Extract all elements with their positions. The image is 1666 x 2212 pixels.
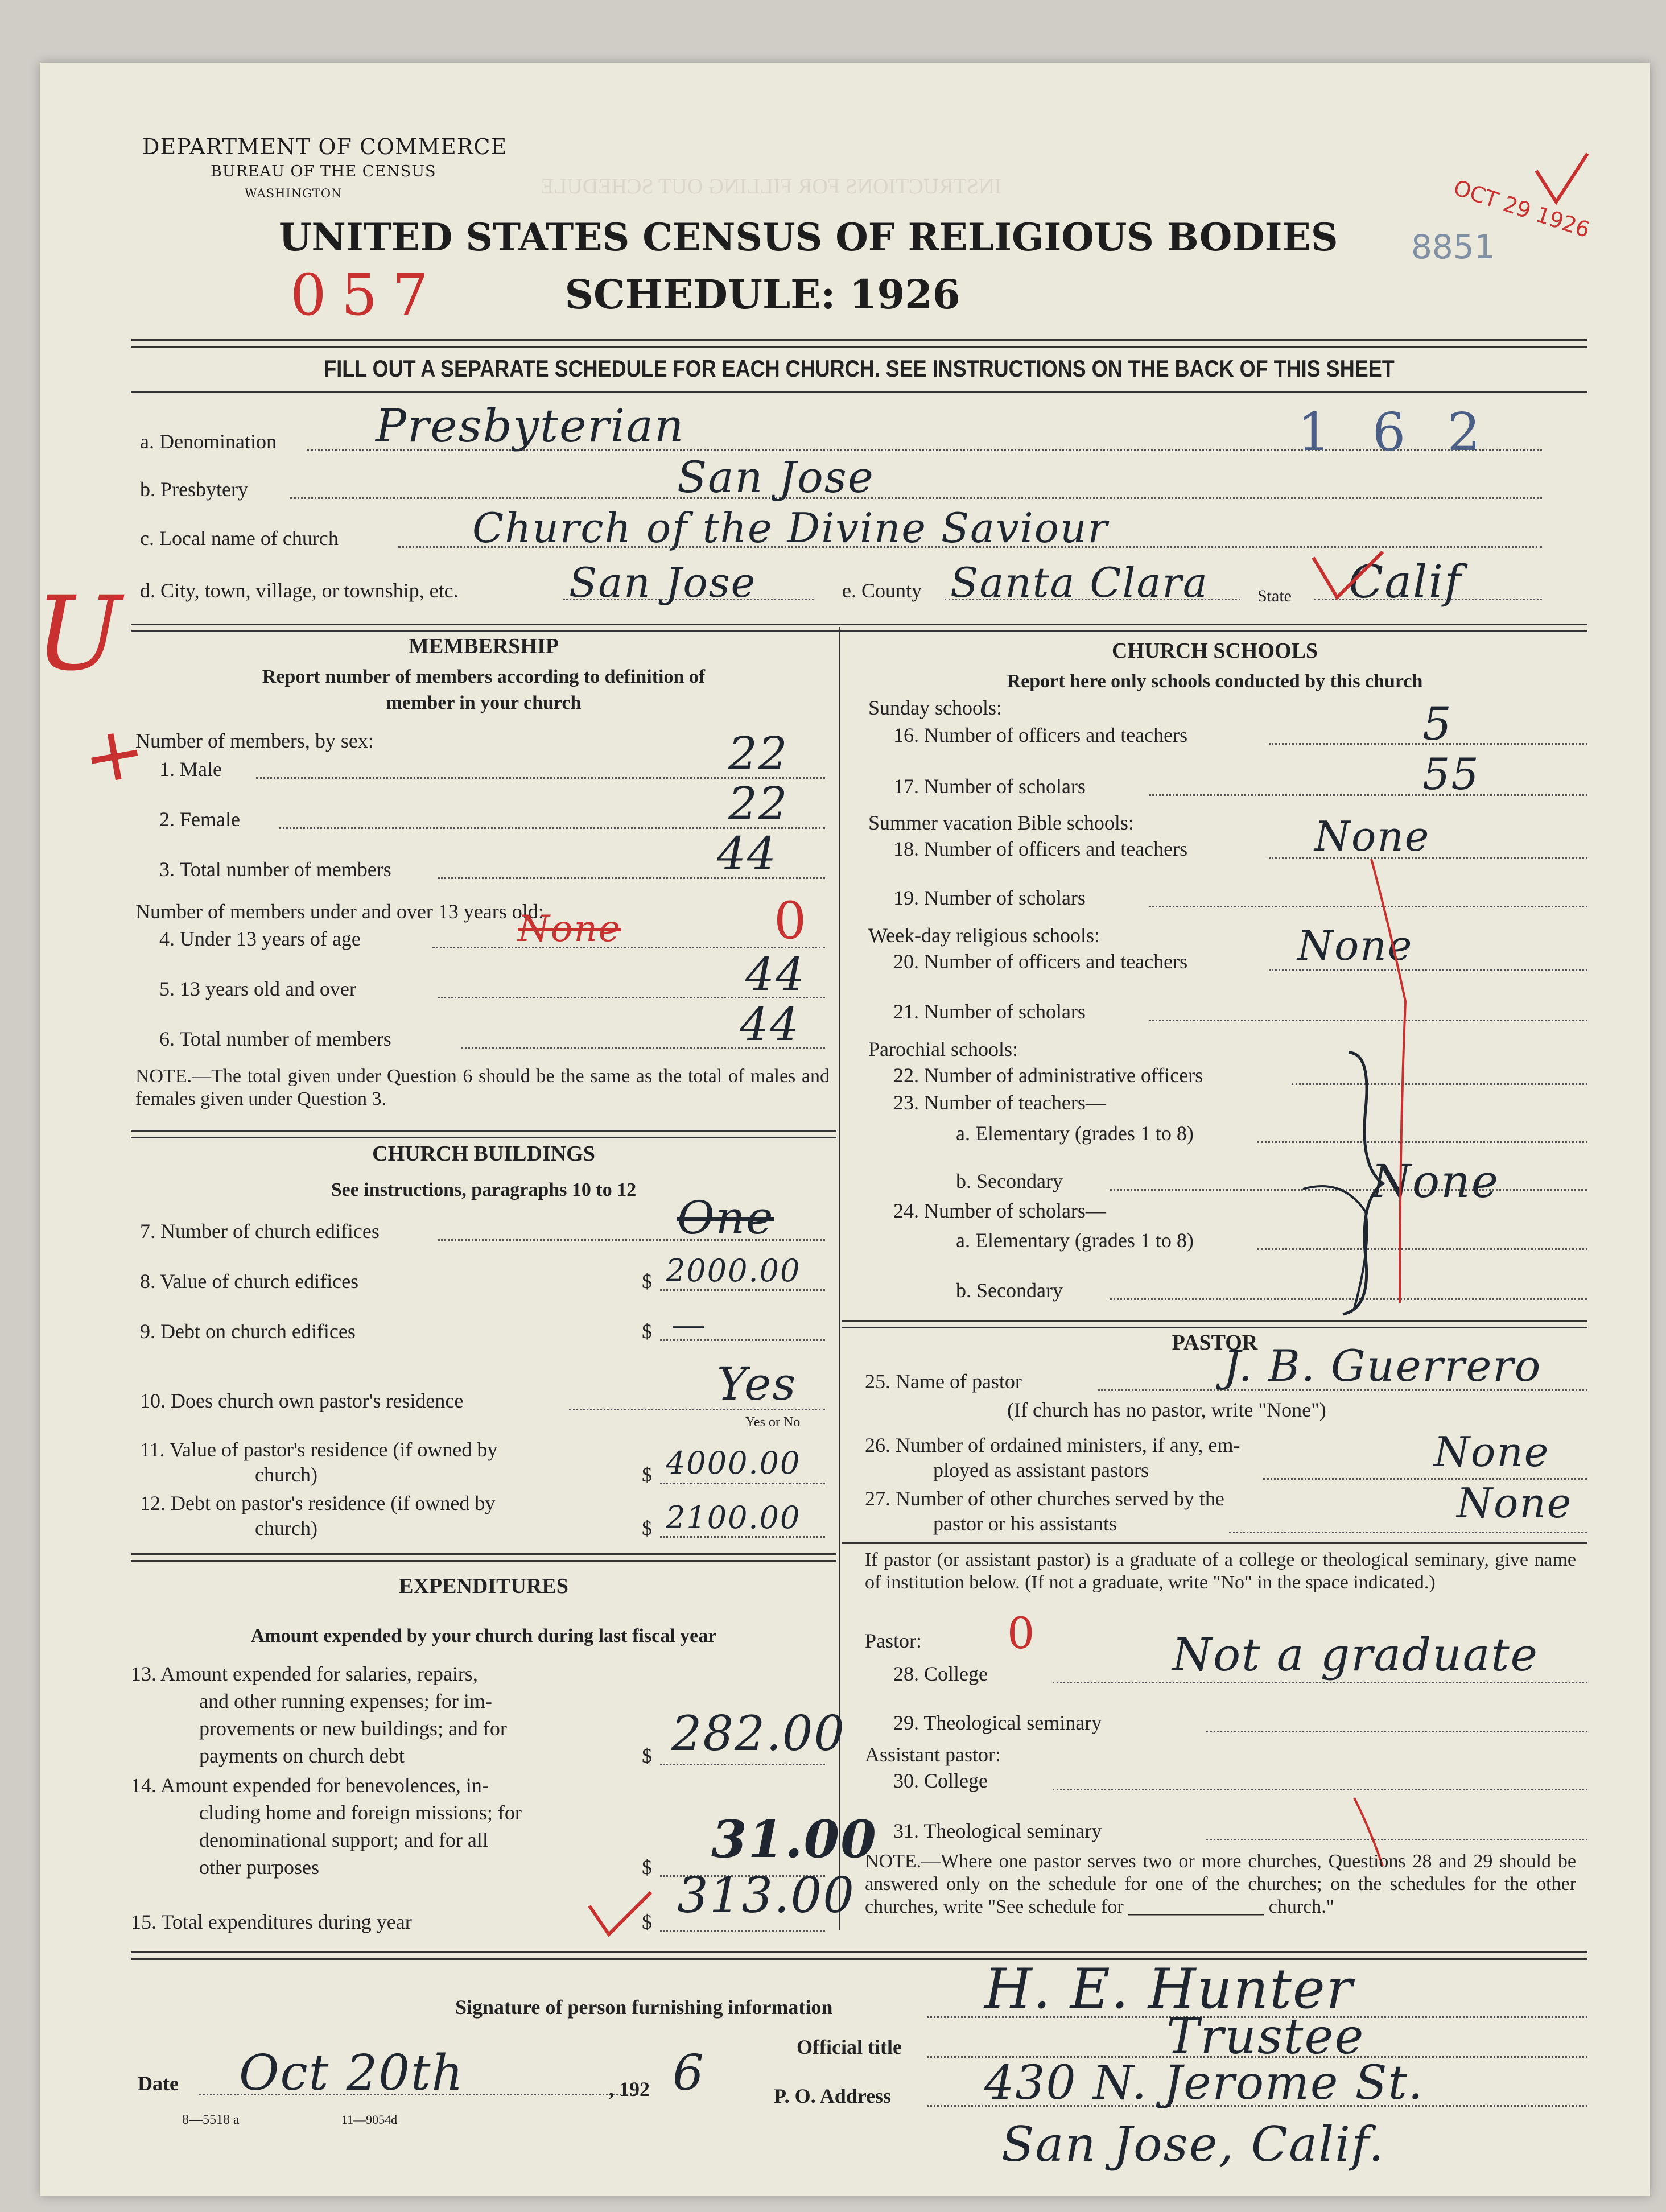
q13-value: 282.00 — [671, 1706, 846, 1761]
dollar-sign: $ — [642, 1744, 652, 1767]
address-value: 430 N. Jerome St. — [984, 2056, 1424, 2110]
assistant-pastor-label: Assistant pastor: — [865, 1743, 1001, 1766]
q26-label: 26. Number of ordained ministers, if any, em- — [865, 1434, 1240, 1456]
dollar-sign: $ — [642, 1910, 652, 1933]
address-value-2: San Jose, Calif. — [1001, 2116, 1385, 2172]
denomination-code: 1 6 2 — [1297, 402, 1494, 463]
q12-label-2: church) — [255, 1517, 317, 1540]
section-rule — [131, 1951, 1587, 1960]
q26-label-2: ployed as assistant pastors — [933, 1459, 1149, 1481]
q14-label-3: denominational support; and for all — [199, 1829, 488, 1851]
dollar-sign: $ — [642, 1463, 652, 1486]
date-value: Oct 20th — [239, 2045, 464, 2102]
q23-label: 23. Number of teachers— — [893, 1091, 1106, 1114]
dollar-sign: $ — [642, 1270, 652, 1293]
q12-label: 12. Debt on pastor's residence (if owned by — [140, 1492, 496, 1514]
q14-label-1: 14. Amount expended for benevolences, in- — [131, 1774, 489, 1797]
q28-value: Not a graduate — [1172, 1628, 1539, 1681]
q3-value: 44 — [717, 827, 777, 880]
section-rule — [131, 624, 1587, 632]
q13-label-1: 13. Amount expended for salaries, repairs, — [131, 1662, 478, 1685]
members-by-sex-label: Number of members, by sex: — [135, 729, 374, 752]
q8-label: 8. Value of church edifices — [140, 1270, 359, 1293]
q14-value: 31.00 — [711, 1809, 877, 1870]
presbytery-label: b. Presbytery — [140, 478, 248, 501]
q22-label: 22. Number of administrative officers — [893, 1064, 1203, 1087]
official-title-value: Trustee — [1166, 2008, 1365, 2065]
general-instruction: FILL OUT A SEPARATE SCHEDULE FOR EACH CHURCH. SEE INSTRUCTIONS ON THE BACK OF THIS SHEET — [324, 354, 1395, 382]
checkmark-icon — [586, 1889, 654, 1940]
q1-label: 1. Male — [159, 758, 222, 781]
graduate-note: If pastor (or assistant pastor) is a graduate of a college or theological seminary, give name of institution below. (If not a graduate, write "No" in the space indicated.) — [865, 1549, 1576, 1593]
q20-label: 20. Number of officers and teachers — [893, 950, 1188, 973]
schools-subtitle: Report here only schools conducted by this church — [1007, 671, 1423, 692]
state-value: Calif — [1349, 555, 1462, 608]
denomination-label: a. Denomination — [140, 430, 277, 453]
expenditures-title: EXPENDITURES — [399, 1574, 568, 1598]
q11-label-2: church) — [255, 1463, 317, 1486]
q16-value: 5 — [1422, 698, 1453, 750]
q24a-label: a. Elementary (grades 1 to 8) — [956, 1229, 1194, 1252]
presbytery-line — [290, 497, 1542, 499]
q20-line — [1269, 969, 1587, 971]
bureau-city: WASHINGTON — [245, 187, 343, 200]
signature-label: Signature of person furnishing information — [455, 1996, 833, 2019]
age-header: Number of members under and over 13 years old: — [135, 900, 544, 923]
q27-value: None — [1457, 1479, 1573, 1527]
q13-label-4: payments on church debt — [199, 1744, 405, 1767]
state-label: State — [1257, 587, 1292, 605]
pastor-red-mark: 0 — [1007, 1608, 1036, 1658]
received-date-stamp: OCT 29 1926 — [1450, 175, 1593, 243]
section-rule — [842, 1542, 1587, 1544]
q2-value: 22 — [728, 777, 789, 830]
department-name: DEPARTMENT OF COMMERCE — [142, 134, 508, 159]
q2-label: 2. Female — [159, 808, 240, 831]
address-label: P. O. Address — [774, 2085, 892, 2107]
q18-value: None — [1314, 812, 1430, 860]
q8-value: 2000.00 — [666, 1253, 801, 1289]
bureau-name: BUREAU OF THE CENSUS — [211, 163, 436, 180]
pastor-note: NOTE.—Where one pastor serves two or more churches, Questions 28 and 29 should be answered only on the schedule for one of the churches; on the schedules for the other churches, write "See schedule for ______________ church." — [865, 1851, 1576, 1917]
parochial-schools-label: Parochial schools: — [868, 1038, 1018, 1060]
q31-line — [1206, 1839, 1587, 1840]
q12-value: 2100.00 — [666, 1500, 801, 1536]
date-year-label: , 192 — [609, 2078, 650, 2100]
city-value: San Jose — [569, 559, 757, 606]
q14-label-2: cluding home and foreign missions; for — [199, 1801, 522, 1824]
q17-label: 17. Number of scholars — [893, 775, 1086, 798]
q3-label: 3. Total number of members — [159, 858, 391, 881]
instruction-rule — [131, 391, 1587, 393]
denomination-value: Presbyterian — [376, 399, 685, 452]
signature-value: H. E. Hunter — [984, 1957, 1354, 2021]
red-pencil-line — [1366, 853, 1417, 1309]
q26-value: None — [1434, 1428, 1550, 1476]
q29-label: 29. Theological seminary — [893, 1711, 1102, 1734]
q24-label: 24. Number of scholars— — [893, 1199, 1106, 1222]
q27-line — [1229, 1532, 1587, 1533]
date-year-value: 6 — [673, 2045, 705, 2102]
county-value: Santa Clara — [950, 559, 1209, 606]
q25-label: 25. Name of pastor — [865, 1370, 1022, 1393]
q14-label-4: other purposes — [199, 1856, 319, 1879]
q12-line — [660, 1536, 825, 1538]
yes-or-no-hint: Yes or No — [745, 1415, 801, 1430]
handwritten-number: 057 — [290, 262, 443, 328]
q28-line — [1053, 1682, 1587, 1683]
header-rule — [131, 339, 1587, 348]
q13-line — [660, 1764, 825, 1765]
city-label: d. City, town, village, or township, etc. — [140, 579, 459, 602]
form-code: 8—5518 a — [182, 2112, 240, 2127]
q10-label: 10. Does church own pastor's residence — [140, 1389, 464, 1412]
q13-label-2: and other running expenses; for im- — [199, 1690, 492, 1712]
q9-value: — — [671, 1305, 707, 1345]
q11-label: 11. Value of pastor's residence (if owned by — [140, 1438, 498, 1461]
margin-mark-plus: + — [76, 706, 152, 803]
checkmark-icon — [1309, 546, 1388, 603]
q5-label: 5. 13 years old and over — [159, 977, 356, 1000]
section-rule — [842, 1320, 1587, 1328]
q6-value: 44 — [740, 998, 800, 1051]
q15-value: 313.00 — [677, 1867, 855, 1924]
expenditures-subtitle: Amount expended by your church during last fiscal year — [250, 1625, 717, 1646]
q27-label-2: pastor or his assistants — [933, 1512, 1117, 1535]
dollar-sign: $ — [642, 1856, 652, 1879]
q16-label: 16. Number of officers and teachers — [893, 724, 1188, 746]
pastor-label: Pastor: — [865, 1629, 922, 1652]
q22-24-value: None — [1371, 1155, 1500, 1208]
q4-value: 0 — [774, 891, 808, 951]
margin-mark-u: U — [35, 575, 122, 694]
county-label: e. County — [842, 579, 922, 602]
checkmark-icon — [1531, 148, 1593, 211]
q17-value: 55 — [1422, 749, 1480, 799]
schedule-title: SCHEDULE: 1926 — [564, 271, 960, 318]
membership-title: MEMBERSHIP — [409, 634, 559, 658]
q8-line — [660, 1289, 825, 1291]
stamp-number: 8851 — [1411, 228, 1495, 266]
form-code-2: 11—9054d — [341, 2112, 398, 2127]
q18-label: 18. Number of officers and teachers — [893, 837, 1188, 860]
official-title-label: Official title — [797, 2036, 902, 2058]
membership-note: NOTE.—The total given under Question 6 should be the same as the total of males and females given under Question 3. — [135, 1066, 830, 1109]
q1-value: 22 — [728, 727, 789, 780]
form-title: UNITED STATES CENSUS OF RELIGIOUS BODIES — [279, 215, 1338, 259]
dollar-sign: $ — [642, 1320, 652, 1343]
q6-label: 6. Total number of members — [159, 1027, 391, 1050]
census-schedule-sheet — [35, 63, 1650, 2196]
q21-label: 21. Number of scholars — [893, 1000, 1086, 1023]
q20-value: None — [1297, 922, 1413, 969]
q23b-label: b. Secondary — [956, 1170, 1063, 1192]
q9-label: 9. Debt on church edifices — [140, 1320, 356, 1343]
q29-line — [1206, 1731, 1587, 1732]
q25-value: J. B. Guerrero — [1223, 1340, 1542, 1391]
q4-value-struck: None — [518, 908, 621, 950]
q10-value: Yes — [717, 1357, 797, 1410]
q7-label: 7. Number of church edifices — [140, 1220, 380, 1243]
q13-label-3: provements or new buildings; and for — [199, 1717, 507, 1740]
q19-label: 19. Number of scholars — [893, 886, 1086, 909]
section-rule — [131, 1553, 836, 1562]
church-name-value: Church of the Divine Saviour — [472, 504, 1108, 552]
q11-line — [660, 1483, 825, 1484]
presbytery-value: San Jose — [677, 452, 875, 502]
church-name-label: c. Local name of church — [140, 527, 339, 550]
q28-label: 28. College — [893, 1662, 988, 1685]
q23a-label: a. Elementary (grades 1 to 8) — [956, 1122, 1194, 1145]
summer-schools-label: Summer vacation Bible schools: — [868, 811, 1134, 834]
pastor-title: PASTOR — [1172, 1331, 1258, 1355]
q15-line — [660, 1930, 825, 1932]
q30-line — [1053, 1789, 1587, 1790]
q27-label: 27. Number of other churches served by the — [865, 1487, 1224, 1510]
section-rule — [131, 1130, 836, 1138]
membership-subtitle: Report number of members according to definition of — [262, 666, 706, 687]
q5-value: 44 — [745, 948, 806, 1001]
schools-title: CHURCH SCHOOLS — [1111, 639, 1318, 663]
q7-value: One — [677, 1191, 774, 1244]
q4-label: 4. Under 13 years of age — [159, 927, 361, 950]
q15-label: 15. Total expenditures during year — [131, 1910, 412, 1933]
membership-subtitle-2: member in your church — [386, 692, 582, 713]
q24b-label: b. Secondary — [956, 1279, 1063, 1302]
date-label: Date — [138, 2072, 179, 2095]
q30-label: 30. College — [893, 1769, 988, 1792]
sunday-schools-label: Sunday schools: — [868, 696, 1003, 719]
q17-line — [1149, 794, 1587, 796]
bleed-through-text: INSTRUCTIONS FOR FILLING OUT SCHEDULE — [541, 175, 1001, 199]
q11-value: 4000.00 — [666, 1445, 801, 1481]
weekday-schools-label: Week-day religious schools: — [868, 924, 1100, 947]
dollar-sign: $ — [642, 1517, 652, 1540]
buildings-title: CHURCH BUILDINGS — [372, 1142, 595, 1166]
q31-label: 31. Theological seminary — [893, 1819, 1102, 1842]
q25-note: (If church has no pastor, write "None") — [1007, 1398, 1326, 1421]
buildings-subtitle: See instructions, paragraphs 10 to 12 — [331, 1179, 637, 1200]
